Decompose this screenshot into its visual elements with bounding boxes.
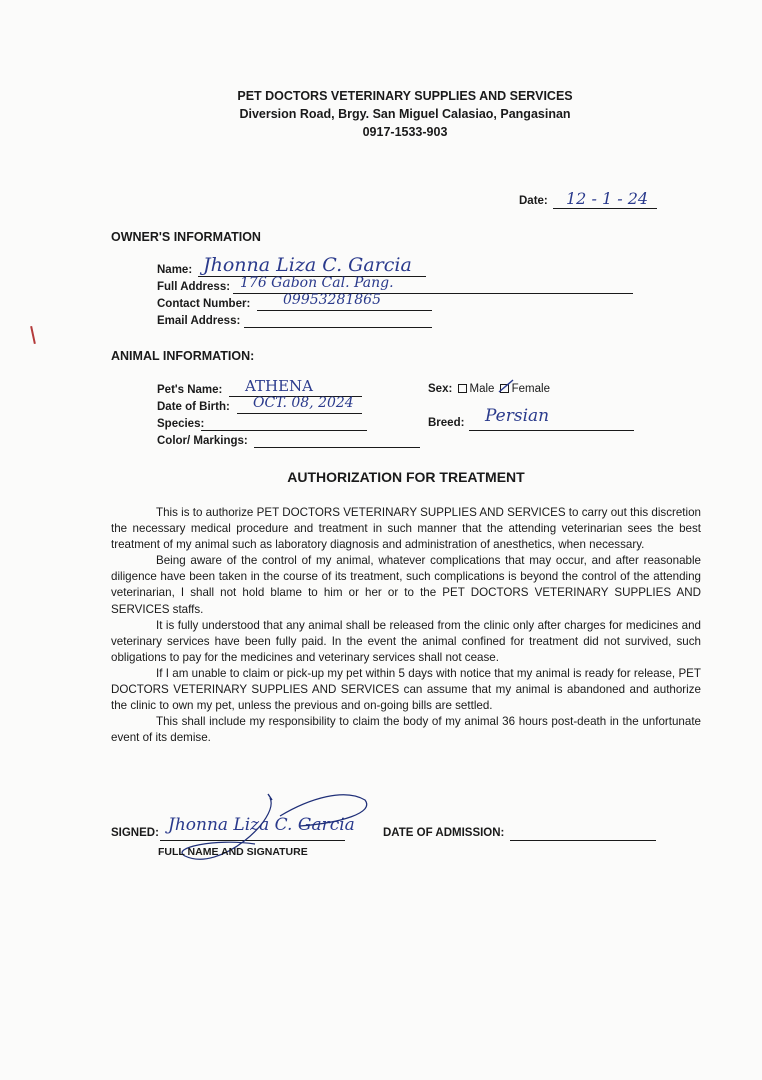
sex-field <box>428 383 550 395</box>
date-line <box>553 208 657 209</box>
sex-label: Sex: <box>428 383 453 395</box>
owner-name-value: Jhonna Liza C. Garcia <box>203 254 412 276</box>
female-checkbox[interactable] <box>500 384 509 393</box>
owner-email-label: Email Address: <box>157 315 241 327</box>
owner-address-label: Full Address: <box>157 281 231 293</box>
date-value: 12 - 1 - 24 <box>566 189 649 208</box>
paragraph-abandonment: If I am unable to claim or pick-up my pet within 5 days with notice that my animal is ready for release, PET DOCTORS VETERINARY SUPPLIES AND SERVICES can assume that my animal is abandoned and authorize the clinic to own my pet, unless the previous and on-going bills are settled. <box>111 666 701 713</box>
owner-contact-label: Contact Number: <box>157 298 251 310</box>
paragraph-complications: Being aware of the control of my animal, whatever complications that may occur, and after reasonable diligence have been taken in the course of its treatment, such complications is beyond the control of the attending veterinarian, I shall not hold blame to him or her or to the PET DOCTORS VETERINARY SUPPLIES AND SERVICES staffs. <box>111 554 701 616</box>
owner-name-label: Name: <box>157 264 193 276</box>
clinic-name: PET DOCTORS VETERINARY SUPPLIES AND SERVICES <box>237 89 573 103</box>
paragraph-payment: It is fully understood that any animal shall be released from the clinic only after charges for medicines and veterinary services have been fully paid. In the event the animal confined for treatment did not survived, such obligations to pay for the medicines and veterinary services shall not cease. <box>111 618 701 664</box>
authorization-title: AUTHORIZATION FOR TREATMENT <box>287 469 525 485</box>
animal-section-title: ANIMAL INFORMATION: <box>111 349 255 363</box>
owner-section-title: OWNER'S INFORMATION <box>111 230 261 244</box>
clinic-phone: 0917-1533-903 <box>362 125 448 139</box>
pet-name-label: Pet's Name: <box>157 384 223 396</box>
owner-address-value: 176 Gabon Cal. Pang. <box>240 275 394 291</box>
signature-value: Jhonna Liza C. Garcia <box>168 815 355 835</box>
pet-name-value: ATHENA <box>245 377 314 395</box>
color-label: Color/ Markings: <box>157 435 248 447</box>
signed-label: SIGNED: <box>111 827 159 839</box>
clinic-address: Diversion Road, Brgy. San Miguel Calasiao, Pangasinan <box>239 107 571 121</box>
species-line <box>201 430 367 431</box>
color-line <box>254 447 420 448</box>
authorization-body <box>111 505 701 746</box>
breed-value: Persian <box>485 406 550 426</box>
male-option-label: Male <box>469 383 495 395</box>
scan-edge-mark <box>30 326 36 344</box>
female-option-label: Female <box>511 383 550 395</box>
dob-label: Date of Birth: <box>157 401 230 413</box>
male-checkbox[interactable] <box>458 384 467 393</box>
breed-label: Breed: <box>428 417 465 429</box>
paragraph-demise: This shall include my responsibility to claim the body of my animal 36 hours post-death in the unfortunate event of its demise. <box>111 715 701 745</box>
species-label: Species: <box>157 418 205 430</box>
breed-line <box>469 430 634 431</box>
owner-email-line <box>244 327 432 328</box>
date-label: Date: <box>519 195 548 207</box>
dob-line <box>237 413 362 414</box>
admission-label: DATE OF ADMISSION: <box>383 827 505 839</box>
checkmark-icon <box>498 380 514 394</box>
signature-sub-label: FULL NAME AND SIGNATURE <box>158 846 308 858</box>
owner-contact-line <box>257 310 432 311</box>
owner-contact-value: 09953281865 <box>283 292 381 308</box>
paragraph-authorize: This is to authorize PET DOCTORS VETERINARY SUPPLIES AND SERVICES to carry out this discretion the necessary medical procedure and treatment in such manner that the attending veterinarian sees the best treatment of my animal such as laboratory diagnosis and administration of anesthetics, when necessary. <box>111 506 701 552</box>
dob-value: OCT. 08, 2024 <box>253 395 354 411</box>
admission-line <box>510 840 656 841</box>
